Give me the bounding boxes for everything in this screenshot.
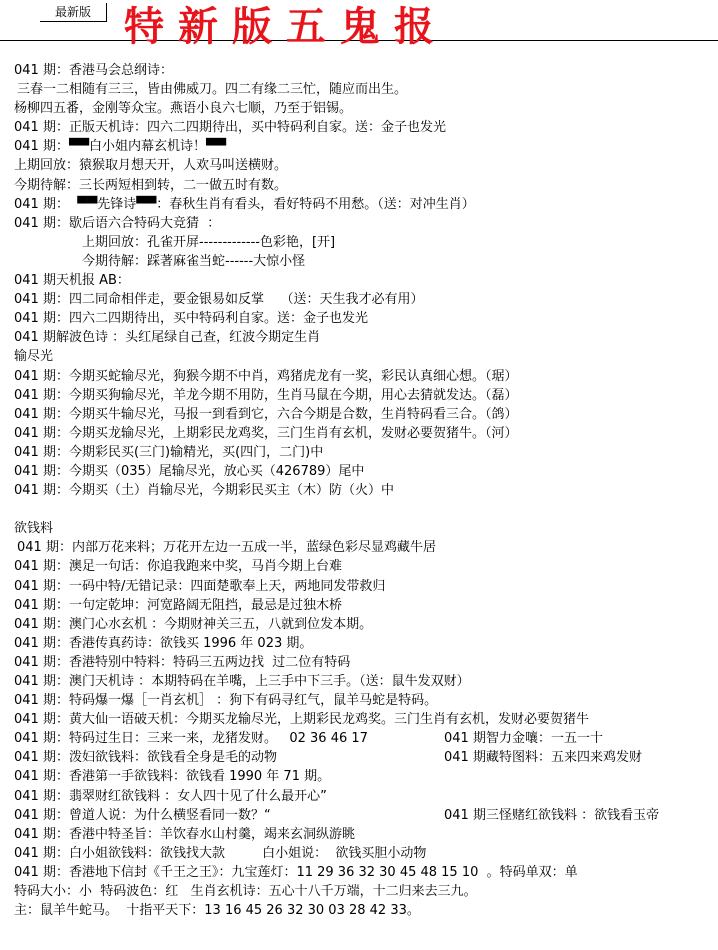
text-line: 041 期：今期买（035）尾输尽光，放心买（426789）尾中 — [14, 463, 365, 479]
text-line: 上期回放：猿猴取月想天开，人欢马叫送横财。 — [14, 158, 288, 174]
text-line: 041 期：内部万花来料；万花开左边一五成一半，蓝绿色彩尽显鸡藏牛居 — [17, 540, 436, 556]
text-line: 041 期：四六二四期待出，买中特码利自家。送：金子也发光 — [14, 311, 368, 327]
text-line — [14, 729, 714, 748]
text-line: 041 期：澳门心水玄机 ：今期财神关三五，八就到位发本期。 — [14, 616, 373, 632]
page-title: 特新版五鬼报 — [124, 3, 448, 50]
text-line: 041 期：今期买蛇输尽光，狗猴今期不中肖，鸡猪虎龙有一奖，彩民认真细心想。（琚） — [14, 368, 518, 384]
text-line: 041 期天机报 AB： — [14, 273, 130, 289]
text-line: 041 期：今期买牛输尽光，马报一到看到它，六合今期是合数，生肖特码看三合。（鸽） — [14, 406, 518, 422]
text-line: 041 期：香港传真药诗：欲钱买 1996 年 023 期。 — [14, 635, 313, 651]
text-line: 041 期：歇后语六合特码大竞猜 ： — [14, 215, 221, 231]
text-line: 041 期： ▀▀先锋诗▀▀：春秋生肖有看头，看好特码不用愁。（送：对冲生肖） — [14, 196, 475, 212]
text-line-left: 041 期：曾道人说：为什么横竖看同一数？“ — [14, 807, 271, 823]
text-line: 041 期：香港特别中特料：特码三五两边找 过二位有特码 — [14, 654, 351, 670]
text-line-right: 041 期智力金嚷：一五一十 — [444, 731, 603, 747]
text-line-right: 041 期三怪赌红欲钱料 ：欲钱看玉帝 — [444, 807, 660, 823]
text-line: 041 期：白小姐欲钱料：欲钱找大款 白小姐说： 欲钱买胆小动物 — [14, 845, 427, 861]
text-line: 041 期：今期买（土）肖输尽光，今期彩民买主（木）防（火）中 — [14, 483, 394, 499]
text-line: 041 期：一码中特/无错记录：四面楚歌奉上天，两地同发带救归 — [14, 578, 386, 594]
edition-badge: 最新版 — [40, 3, 107, 22]
text-line: 041 期：澳足一句话：你追我跑来中奖，马肖今期上台难 — [14, 559, 342, 575]
text-line: 041 期：香港第一手欲钱料：欲钱看 1990 年 71 期。 — [14, 769, 331, 785]
text-line: 041 期：今期彩民买(三门)输精光，买(四门，二门)中 — [14, 444, 324, 460]
text-line: 041 期：今期买狗输尽光，羊龙今期不用防，生肖马鼠在今期，用心去猜就发达。（磊） — [14, 387, 518, 403]
text-line — [14, 748, 714, 767]
text-line: 041 期：一句定乾坤：河宽路阔无阻挡，最忌是过独木桥 — [14, 597, 342, 613]
text-line: 输尽光 — [14, 349, 54, 365]
text-line: 今期待解：三长两短相到转，二一做五时有数。 — [14, 177, 288, 193]
text-line: 041 期：香港地下信封《千王之王》：九宝莲灯：11 29 36 32 30 45 48 15 10 。特码单双：单 — [14, 864, 578, 880]
text-line-left: 041 期：泼妇欲钱料：欲钱看全身是毛的动物 — [14, 750, 277, 766]
text-line: 041 期：正版天机诗：四六二四期待出，买中特码利自家。送：金子也发光 — [14, 120, 446, 136]
text-line-right: 041 期藏特图料：五来四来鸡发财 — [444, 750, 642, 766]
text-line: 特码大小：小 特码波色：红 生肖玄机诗：五心十八千万端，十二归来去三九。 — [14, 884, 477, 900]
text-line: 欲钱料 — [14, 521, 54, 537]
text-line: 杨柳四五番，金刚等众宝。燕语小良六七顺，乃至于铝锡。 — [14, 101, 353, 117]
text-line: 041 期：澳门天机诗 ：本期特码在羊嘴，上三手中下三手。（送：鼠牛发双财） — [14, 674, 470, 689]
text-line: 041 期：翡翠财红欲钱料 ：女人四十见了什么最开心” — [14, 788, 327, 804]
text-line: 三春一二相随有三三，皆由佛威刀。四二有缘二三忙，随应而出生。 — [17, 82, 408, 98]
text-line: 041 期：▀▀白小姐内幕玄机诗！▀▀ — [14, 139, 226, 155]
text-line: 041 期：今期买龙输尽光，上期彩民龙鸡奖，三门生肖有玄机，发财必要贺猪牛。（河） — [14, 425, 518, 441]
text-line: 041 期：黄大仙一语破天机：今期买龙输尽光，上期彩民龙鸡奖。三门生肖有玄机，发财必要贺猪牛 — [14, 712, 589, 728]
text-line — [14, 500, 714, 519]
text-line: 041 期：香港马会总纲诗： — [14, 63, 173, 78]
text-line: 上期回放：孔雀开屏-------------色彩艳，[开] — [82, 234, 336, 250]
text-line: 041 期：四二同命相伴走，要金银易如反掌 （送：天生我才必有用） — [14, 292, 424, 308]
text-line-left: 041 期：特码过生日：三来一来，龙猪发财。 02 36 46 17 — [14, 731, 368, 747]
text-line: 今期待解：踩著麻雀当蛇------大惊小怪 — [82, 253, 306, 269]
text-line: 041 期：特码爆一爆［一肖玄机］ ：狗下有码寻红气，鼠羊马蛇是特码。 — [14, 693, 438, 709]
text-line: 041 期：香港中特圣旨：羊饮春水山村羹，竭来玄洞纵游眺 — [14, 826, 355, 842]
text-line: 主：鼠羊牛蛇马。 十指平天下：13 16 45 26 32 30 03 28 42 33。 — [14, 903, 420, 919]
document-body — [14, 61, 714, 920]
text-line: 041 期解波色诗 ：头红尾绿自己查，红波今期定生肖 — [14, 330, 321, 346]
text-line — [14, 806, 714, 825]
